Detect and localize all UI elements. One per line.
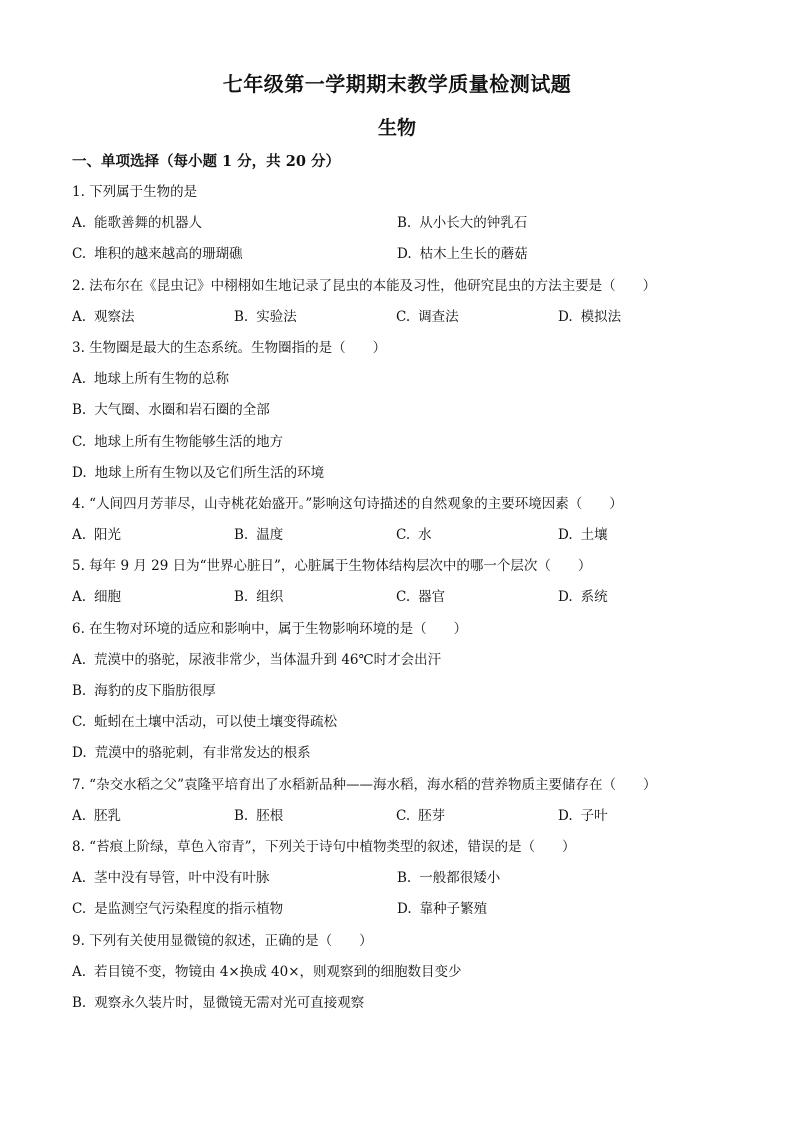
option-row (72, 867, 732, 898)
answer-option (72, 462, 324, 484)
answer-option (72, 680, 216, 702)
option-text: 一般都很矮小 (419, 870, 501, 887)
option-letter: C. (396, 308, 411, 325)
answer-option (396, 306, 558, 328)
option-letter: C. (72, 246, 87, 263)
option-text: 阳光 (94, 527, 122, 544)
question-stem-text: 2. 法布尔在《昆虫记》中栩栩如生地记录了昆虫的本能及习性，他研究昆虫的方法主要是（ ） (72, 277, 657, 294)
option-text: 胚根 (256, 807, 284, 824)
option-letter: A. (72, 371, 87, 388)
answer-option (72, 431, 283, 453)
option-letter: A. (72, 308, 87, 325)
option-text: 海豹的皮下脂肪很厚 (94, 683, 216, 699)
option-text: 调查法 (418, 308, 459, 325)
question-stem-text: 1. 下列属于生物的是 (72, 184, 198, 200)
question-stem (72, 181, 732, 212)
question-stem-text: 8. “苔痕上阶绿，草色入帘青”，下列关于诗句中植物类型的叙述，错误的是（ ） (72, 838, 576, 855)
option-text: 组织 (256, 589, 284, 606)
option-text: 靠种子繁殖 (419, 901, 488, 918)
answer-option (558, 306, 720, 328)
option-letter: A. (72, 589, 87, 606)
question-stem (72, 836, 732, 867)
answer-option (72, 212, 397, 234)
option-letter: D. (397, 901, 412, 918)
option-letter: B. (234, 589, 249, 606)
option-row (72, 243, 732, 274)
answer-option (396, 586, 558, 608)
option-text: 大气圈、水圈和岩石圈的全部 (94, 402, 270, 419)
answer-option (234, 524, 396, 546)
option-row (72, 898, 732, 929)
option-letter: B. (234, 527, 249, 544)
option-letter: A. (72, 215, 87, 232)
option-letter: D. (397, 246, 412, 263)
answer-option (234, 586, 396, 608)
option-text: 器官 (418, 589, 446, 606)
answer-option (72, 742, 311, 764)
answer-option (397, 867, 722, 889)
option-letter: D. (72, 745, 87, 762)
answer-option (72, 649, 441, 671)
option-text: 堆积的越来越高的珊瑚礁 (94, 246, 243, 263)
answer-option (72, 805, 234, 827)
answer-option (396, 524, 558, 546)
option-row (72, 742, 732, 773)
option-text: 水 (418, 527, 432, 544)
option-text: 土壤 (580, 527, 608, 544)
answer-option (72, 898, 397, 920)
question-stem (72, 555, 732, 586)
answer-option (72, 711, 337, 733)
exam-subject: 生物 (377, 117, 416, 139)
option-letter: A. (72, 651, 87, 668)
option-row (72, 680, 732, 711)
option-letter: B. (72, 683, 87, 699)
question-stem-text: 6. 在生物对环境的适应和影响中，属于生物影响环境的是（ ） (72, 620, 468, 637)
option-letter: A. (72, 807, 87, 824)
question-stem-text: 5. 每年 9 月 29 日为“世界心脏日”，心脏属于生物体结构层次中的哪一个层次（ ） (72, 558, 592, 575)
answer-option (397, 898, 722, 920)
option-text: 蚯蚓在土壤中活动，可以使土壤变得疏松 (94, 714, 338, 731)
option-text: 枯木上生长的蘑菇 (419, 246, 528, 263)
option-text: 观察永久装片时，显微镜无需对光可直接观察 (94, 994, 365, 1011)
option-row (72, 306, 732, 337)
option-letter: C. (396, 527, 411, 544)
option-letter: C. (72, 714, 87, 731)
question-stem-text: 4. “人间四月芳菲尽，山寺桃花始盛开。”影响这句诗描述的自然观象的主要环境因素（ ） (72, 495, 623, 512)
option-letter: B. (397, 870, 412, 887)
answer-option (558, 524, 720, 546)
option-text: 观察法 (94, 308, 135, 325)
question-list (72, 181, 732, 1023)
answer-option (72, 243, 397, 265)
option-letter: A. (72, 527, 87, 544)
answer-option (397, 243, 722, 265)
option-letter: A. (72, 870, 87, 887)
option-row (72, 399, 732, 430)
option-text: 从小长大的钟乳石 (419, 215, 528, 232)
question-stem (72, 774, 732, 805)
answer-option (72, 368, 229, 390)
option-letter: B. (234, 308, 249, 325)
option-letter: D. (558, 527, 573, 544)
option-text: 是监测空气污染程度的指示植物 (94, 901, 284, 918)
question-stem (72, 337, 732, 368)
option-row (72, 431, 732, 462)
answer-option (396, 805, 558, 827)
option-text: 地球上所有生物的总称 (94, 371, 230, 388)
question-stem-text: 3. 生物圈是最大的生态系统。生物圈指的是（ ） (72, 339, 387, 356)
answer-option (72, 992, 364, 1014)
option-row (72, 462, 732, 493)
option-text: 细胞 (94, 589, 122, 606)
answer-option (72, 306, 234, 328)
option-letter: C. (396, 807, 411, 824)
answer-option (234, 805, 396, 827)
option-text: 荒漠中的骆驼刺，有非常发达的根系 (94, 745, 311, 762)
option-text: 模拟法 (580, 308, 622, 325)
answer-option (72, 524, 234, 546)
option-letter: D. (558, 308, 573, 325)
option-letter: B. (72, 402, 87, 419)
option-text: 地球上所有生物能够生活的地方 (94, 433, 284, 450)
question-stem (72, 275, 732, 306)
question-stem (72, 930, 732, 961)
option-letter: A. (72, 963, 87, 980)
option-row (72, 805, 732, 836)
option-text: 茎中没有导管，叶中没有叶脉 (94, 870, 270, 887)
answer-option (558, 805, 720, 827)
exam-title: 七年级第一学期期末教学质量检测试题 (222, 72, 572, 96)
option-text: 胚乳 (94, 807, 122, 824)
option-row (72, 368, 732, 399)
question-stem (72, 493, 732, 524)
option-letter: C. (396, 589, 411, 606)
option-text: 地球上所有生物以及它们所生活的环境 (94, 464, 325, 481)
answer-option (72, 961, 462, 983)
option-letter: B. (234, 807, 249, 824)
answer-option (397, 212, 722, 234)
option-row (72, 992, 732, 1023)
option-text: 温度 (256, 527, 284, 544)
question-stem (72, 618, 732, 649)
option-letter: C. (72, 901, 87, 918)
option-letter: B. (397, 215, 412, 232)
option-text: 实验法 (256, 308, 297, 325)
option-letter: D. (72, 464, 87, 481)
option-letter: D. (558, 807, 573, 824)
option-letter: B. (72, 994, 87, 1011)
question-stem-text: 9. 下列有关使用显微镜的叙述，正确的是（ ） (72, 932, 373, 949)
option-text: 胚芽 (418, 807, 446, 824)
answer-option (72, 399, 270, 421)
option-text: 子叶 (580, 807, 608, 824)
option-text: 荒漠中的骆驼，尿液非常少，当体温升到 46℃时才会出汗 (94, 651, 442, 668)
question-stem-text: 7. “杂交水稻之父”袁隆平培育出了水稻新品种——海水稻，海水稻的营养物质主要储存在（ ） (72, 776, 657, 793)
option-text: 能歌善舞的机器人 (94, 215, 203, 232)
option-letter: D. (558, 589, 573, 606)
answer-option (72, 586, 234, 608)
option-row (72, 649, 732, 680)
section-heading: 一、单项选择（每小题 1 分，共 20 分） (72, 153, 340, 170)
option-row (72, 711, 732, 742)
option-text: 若目镜不变，物镜由 4×换成 40×，则观察到的细胞数目变少 (94, 963, 462, 980)
answer-option (558, 586, 720, 608)
option-text: 系统 (580, 589, 608, 606)
answer-option (234, 306, 396, 328)
option-row (72, 524, 732, 555)
option-row (72, 961, 732, 992)
answer-option (72, 867, 397, 889)
option-row (72, 212, 732, 243)
option-row (72, 586, 732, 617)
option-letter: C. (72, 433, 87, 450)
